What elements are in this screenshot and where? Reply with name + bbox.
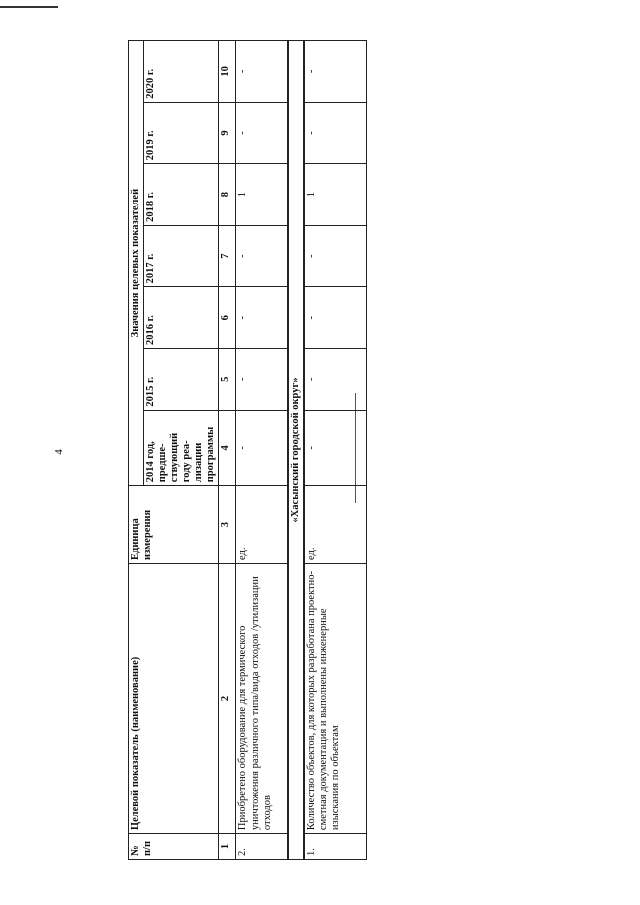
row-value: -: [236, 349, 288, 411]
col-number: 1: [219, 834, 236, 860]
row-value: -: [236, 102, 288, 164]
table-row: [304, 41, 366, 860]
header-values-group: Значения целевых показателей: [129, 41, 144, 486]
header-unit: Единица измерения: [129, 486, 219, 564]
row-indicator: Количество объектов, для которых разработана проектно-сметная документация и выполнены инженерные изыскания по объектам: [304, 563, 366, 833]
table-sheet: [128, 40, 342, 860]
header-num: № п/п: [129, 834, 219, 860]
header-year: 2016 г.: [144, 287, 219, 349]
table-row: [236, 41, 288, 860]
top-rule: [0, 6, 58, 8]
row-num: 1.: [304, 834, 366, 860]
row-unit: ед.: [236, 486, 288, 564]
header-year: 2020 г.: [144, 41, 219, 103]
column-number-row: [219, 41, 236, 860]
row-value: -: [304, 410, 366, 486]
row-value: -: [304, 225, 366, 287]
col-number: 4: [219, 410, 236, 486]
col-number: 8: [219, 164, 236, 226]
col-number: 6: [219, 287, 236, 349]
row-num: 2.: [236, 834, 288, 860]
row-unit: ед.: [304, 486, 366, 564]
row-value: -: [304, 349, 366, 411]
col-number: 9: [219, 102, 236, 164]
row-value: 1: [304, 164, 366, 226]
row-value: 1: [236, 164, 288, 226]
row-value: -: [236, 41, 288, 103]
col-number: 3: [219, 486, 236, 564]
col-number: 7: [219, 225, 236, 287]
col-number: 10: [219, 41, 236, 103]
row-value: -: [236, 225, 288, 287]
page-number: 4: [52, 449, 65, 455]
col-number: 2: [219, 563, 236, 833]
row-value: -: [236, 410, 288, 486]
header-year: 2019 г.: [144, 102, 219, 164]
header-row-1: [129, 41, 144, 860]
header-year: 2015 г.: [144, 349, 219, 411]
header-year: 2014 год, предше-ствующий году реа-лизации программы: [144, 410, 219, 486]
row-value: -: [304, 41, 366, 103]
header-year: 2017 г.: [144, 225, 219, 287]
indicator-table: [128, 40, 367, 860]
row-value: -: [304, 287, 366, 349]
section-title: «Хасынский городской округ»: [288, 41, 304, 860]
header-year: 2018 г.: [144, 164, 219, 226]
header-indicator: Целевой показатель (наименование): [129, 563, 219, 833]
row-value: -: [304, 102, 366, 164]
col-number: 5: [219, 349, 236, 411]
section-row: [288, 41, 304, 860]
row-value: -: [236, 287, 288, 349]
row-indicator: Приобретено оборудование для термического уничтожения различного типа/вида отходов /утилизации отходов: [236, 563, 288, 833]
